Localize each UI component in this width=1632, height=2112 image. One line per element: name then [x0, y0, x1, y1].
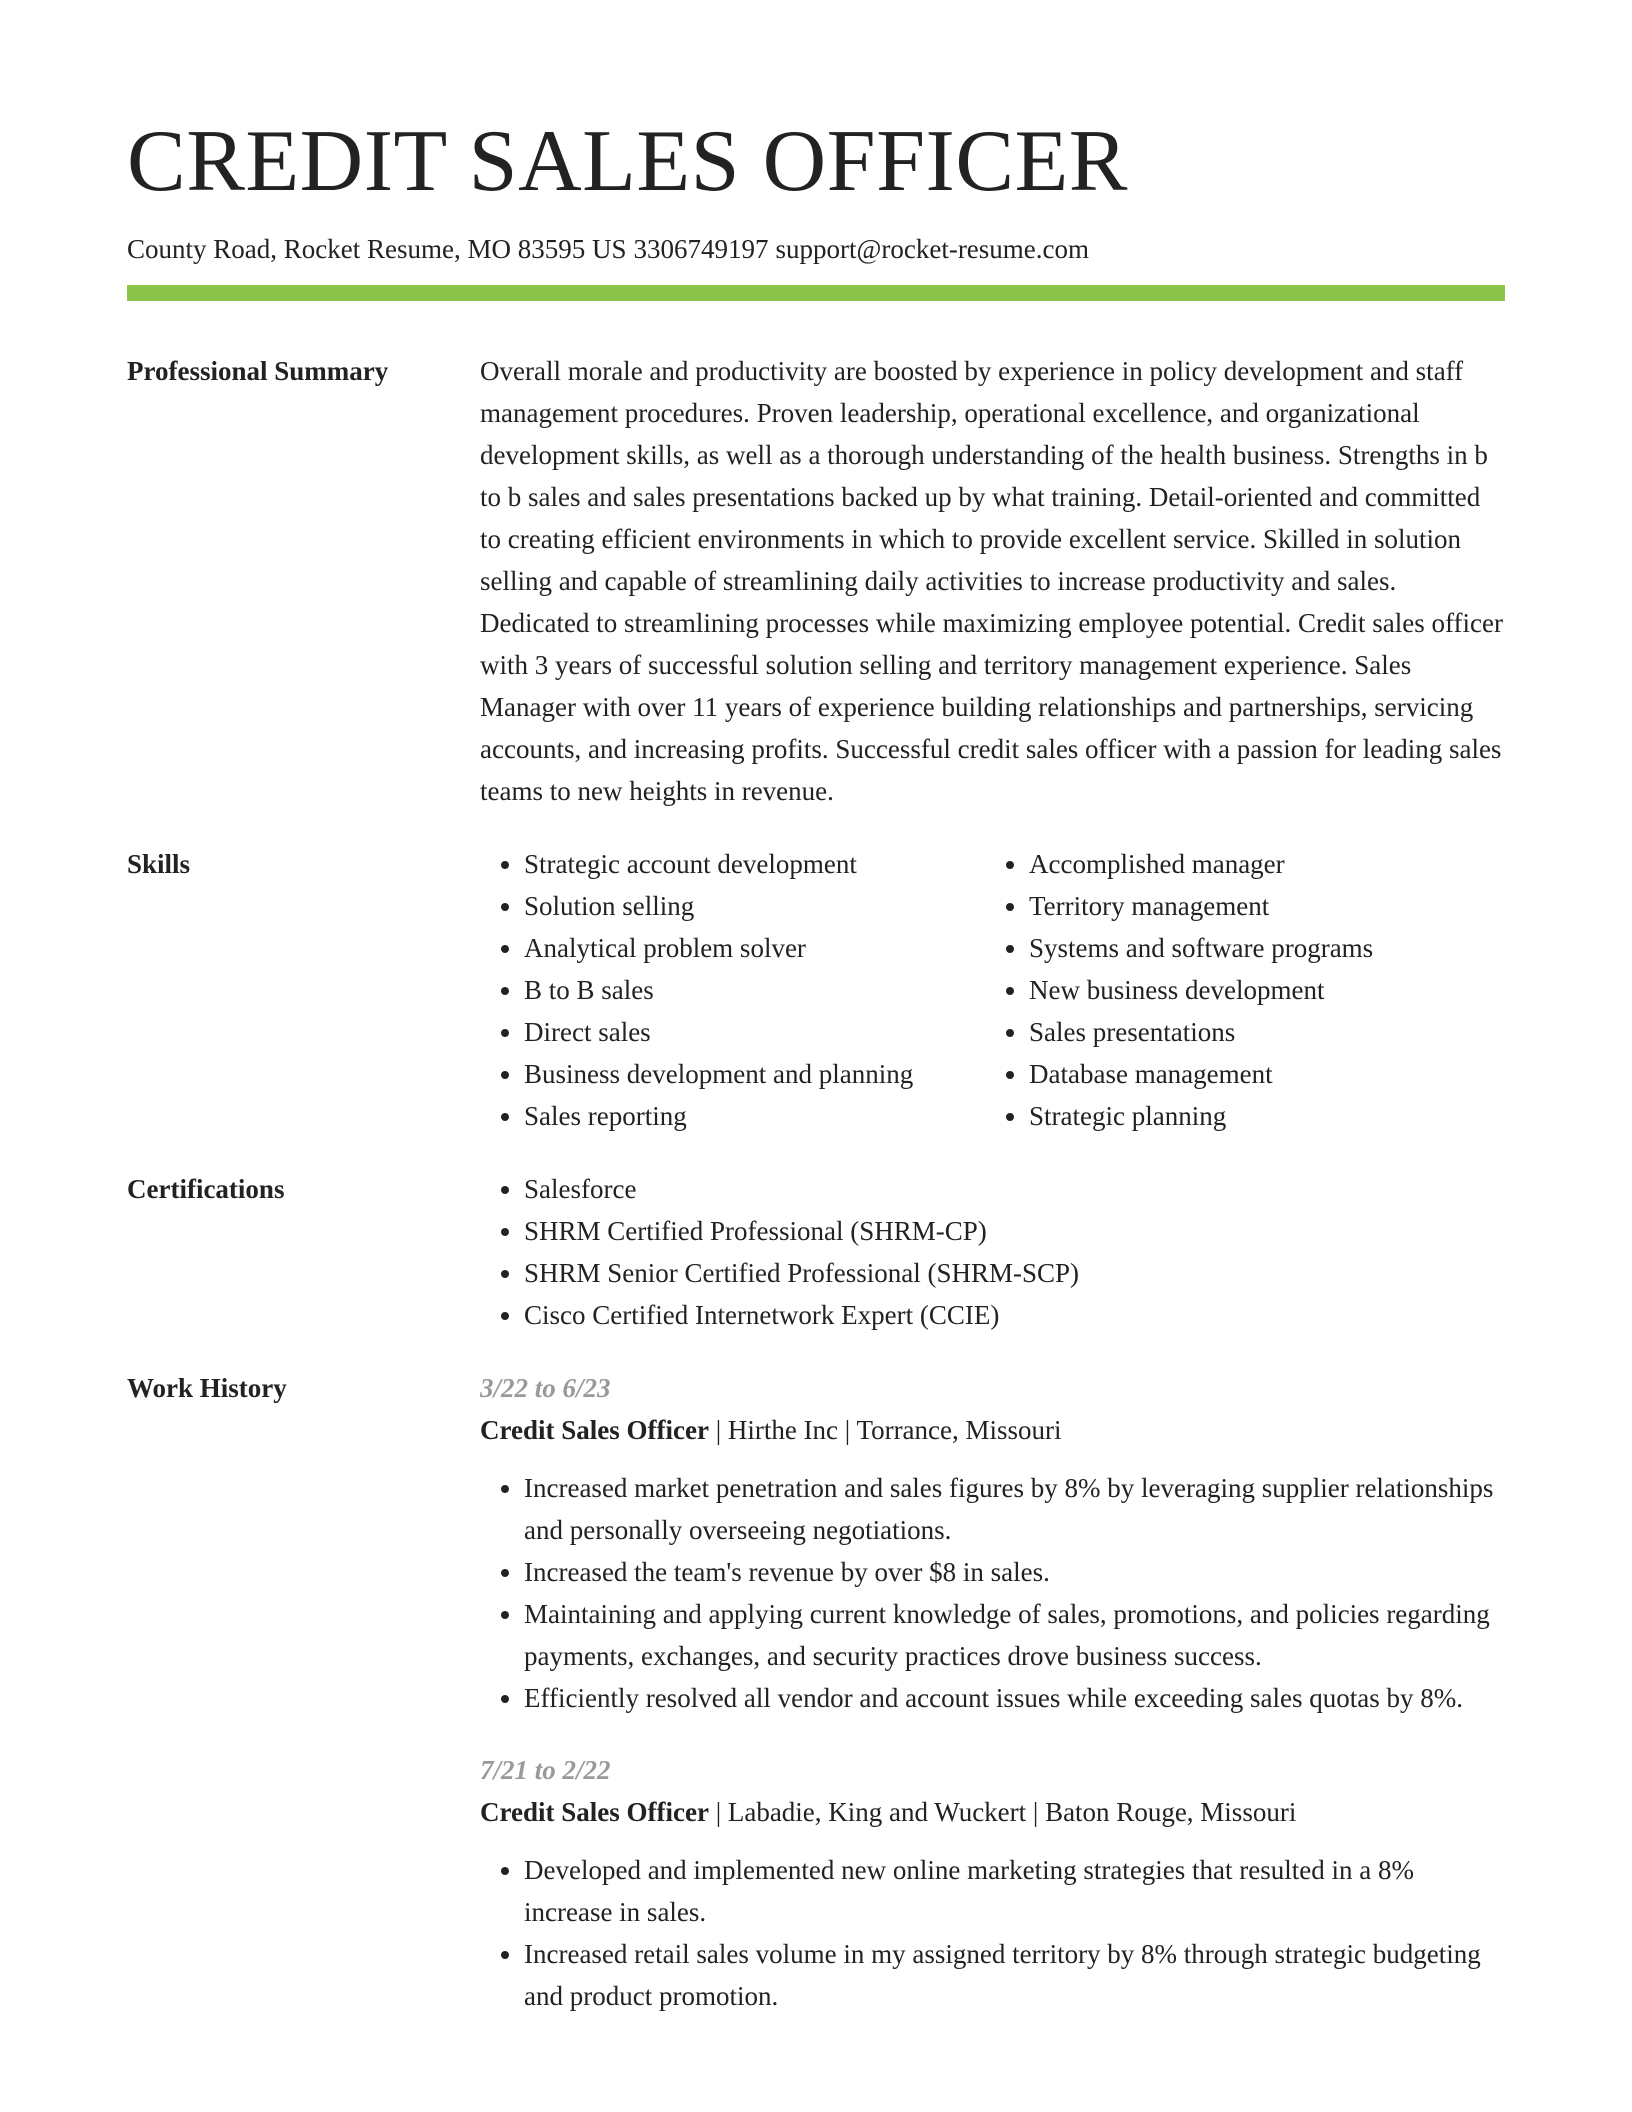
job-dates: 3/22 to 6/23: [480, 1373, 611, 1403]
job-entry: [480, 1749, 1505, 2017]
job-heading: Credit Sales Officer | Hirthe Inc | Torrance, Missouri: [480, 1415, 1062, 1445]
contact-phone: 3306749197: [633, 234, 769, 264]
section-heading-skills: Skills: [127, 849, 191, 879]
skill-item: • Database management: [1029, 1053, 1505, 1095]
skills-list-right: [985, 843, 1505, 1137]
skill-item: • Sales presentations: [1029, 1011, 1505, 1053]
skill-item: • Accomplished manager: [1029, 843, 1505, 885]
skill-item: • Analytical problem solver: [524, 927, 985, 969]
certification-item: • Salesforce: [524, 1168, 1505, 1210]
summary-text: Overall morale and productivity are boosted by experience in policy development and staff management procedures. Proven leadership, operational excellence, and organizational development skills, as well as a thorough understanding of the health business. Strengths in b to b sales and sales presentations backed up by what training. Detail-oriented and committed to creating efficient environments in which to provide excellent service. Skilled in solution selling and capable of streamlining daily activities to increase productivity and sales. Dedicated to streamlining processes while maximizing employee potential. Credit sales officer with 3 years of successful solution selling and territory management experience. Sales Manager with over 11 years of experience building relationships and partnerships, servicing accounts, and increasing profits. Successful credit sales officer with a passion for leading sales teams to new heights in revenue.: [480, 356, 1503, 806]
contact-email[interactable]: support@rocket-resume.com: [775, 234, 1090, 264]
job-bullet: • Increased market penetration and sales figures by 8% by leveraging supplier relationships and personally overseeing negotiations.: [524, 1467, 1505, 1551]
section-heading-certifications: Certifications: [127, 1174, 285, 1204]
job-bullet: • Developed and implemented new online marketing strategies that resulted in a 8% increase in sales.: [524, 1849, 1505, 1933]
skill-item: • Systems and software programs: [1029, 927, 1505, 969]
skill-item: • Solution selling: [524, 885, 985, 927]
contact-address: County Road, Rocket Resume, MO 83595 US: [127, 234, 627, 264]
job-title: Credit Sales Officer: [480, 1797, 709, 1827]
skill-item: • B to B sales: [524, 969, 985, 1011]
summary-section: [127, 350, 1505, 812]
skill-item: • Sales reporting: [524, 1095, 985, 1137]
skills-section: [127, 843, 1505, 1137]
skill-item: • Territory management: [1029, 885, 1505, 927]
job-bullet: • Increased the team's revenue by over $8 in sales.: [524, 1551, 1505, 1593]
job-heading: Credit Sales Officer | Labadie, King and Wuckert | Baton Rouge, Missouri: [480, 1797, 1297, 1827]
certifications-section: [127, 1168, 1505, 1336]
work-history-section: [127, 1367, 1505, 2047]
job-bullet: • Efficiently resolved all vendor and account issues while exceeding sales quotas by 8%.: [524, 1677, 1505, 1719]
resume-title: CREDIT SALES OFFICER: [127, 113, 1128, 210]
skill-item: • New business development: [1029, 969, 1505, 1011]
certification-item: • Cisco Certified Internetwork Expert (CCIE): [524, 1294, 1505, 1336]
section-heading-summary: Professional Summary: [127, 356, 389, 386]
job-company: Hirthe Inc: [727, 1415, 839, 1445]
job-dates: 7/21 to 2/22: [480, 1755, 611, 1785]
resume-sections: [127, 350, 1505, 2078]
skill-item: • Direct sales: [524, 1011, 985, 1053]
skill-item: • Strategic planning: [1029, 1095, 1505, 1137]
certification-item: • SHRM Certified Professional (SHRM-CP): [524, 1210, 1505, 1252]
contact-line: [127, 232, 1096, 266]
job-title: Credit Sales Officer: [480, 1415, 709, 1445]
certifications-list: [480, 1168, 1505, 1336]
section-heading-work-history: Work History: [127, 1373, 287, 1403]
job-bullets: [480, 1467, 1505, 1719]
job-bullets: [480, 1849, 1505, 2017]
skills-list-left: [480, 843, 985, 1137]
job-location: Torrance, Missouri: [856, 1415, 1062, 1445]
skill-item: • Strategic account development: [524, 843, 985, 885]
skill-item: • Business development and planning: [524, 1053, 985, 1095]
job-company: Labadie, King and Wuckert: [727, 1797, 1027, 1827]
job-bullet: • Maintaining and applying current knowledge of sales, promotions, and policies regarding payments, exchanges, and security practices drove business success.: [524, 1593, 1505, 1677]
header-divider: [127, 285, 1505, 301]
certification-item: • SHRM Senior Certified Professional (SHRM-SCP): [524, 1252, 1505, 1294]
job-location: Baton Rouge, Missouri: [1045, 1797, 1297, 1827]
job-entry: [480, 1367, 1505, 1719]
job-bullet: • Increased retail sales volume in my assigned territory by 8% through strategic budgeting and product promotion.: [524, 1933, 1505, 2017]
